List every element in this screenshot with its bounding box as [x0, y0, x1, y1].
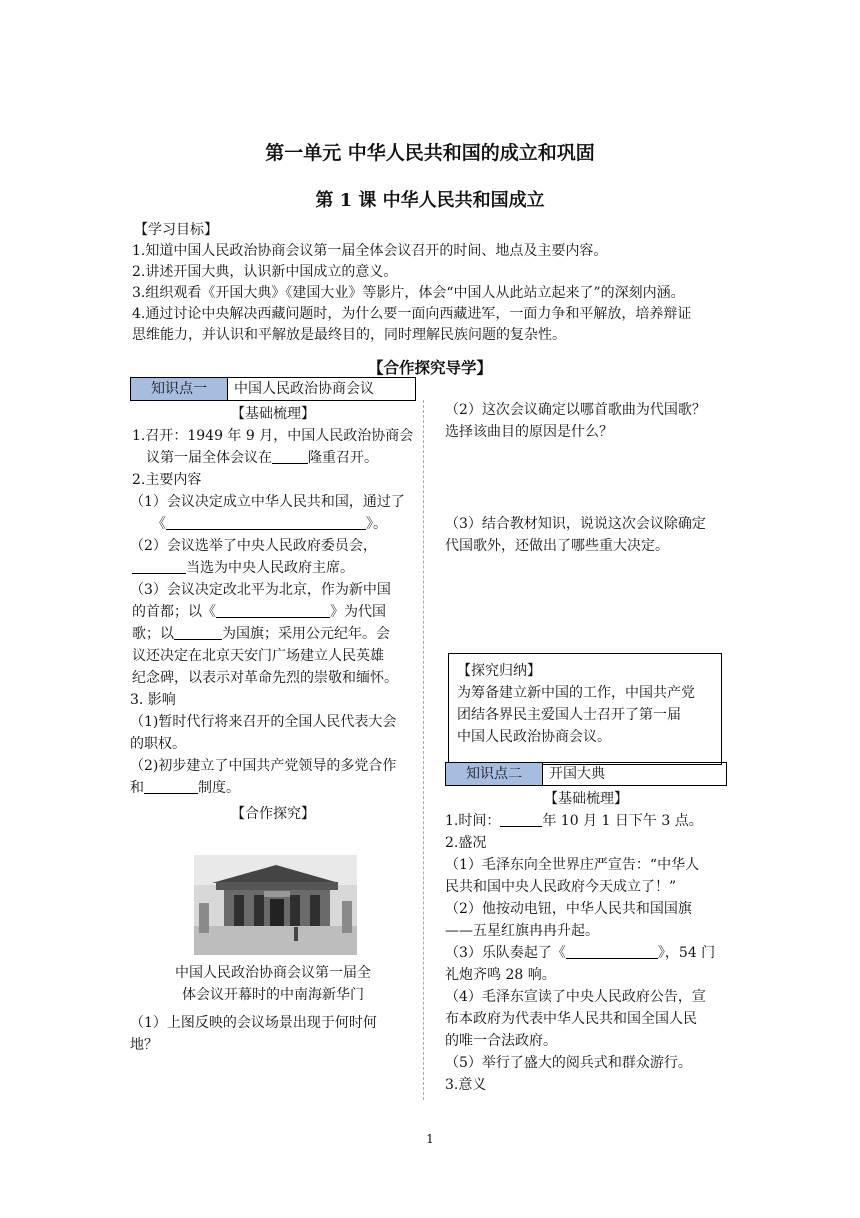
photo-caption: 中国人民政治协商会议第一届全	[175, 965, 371, 981]
text-line: （1）毛泽东向全世界庄严宣告：“中华人	[445, 857, 700, 873]
text: 1.时间：	[445, 813, 501, 829]
right-column-q3	[445, 513, 730, 557]
question-1: （1）上图反映的会议场景出现于何时何	[130, 1015, 377, 1031]
text: 和	[130, 780, 144, 796]
question-3-cont: 代国歌外，还做出了哪些重大决定。	[445, 538, 669, 554]
xinhuamen-photo	[194, 855, 357, 955]
text-line: （5）举行了盛大的阅兵式和群众游行。	[445, 1055, 692, 1071]
fill-blank[interactable]	[566, 943, 658, 959]
text-line: 的职权。	[130, 736, 186, 752]
text-line: （2)初步建立了中国共产党领导的多党合作	[130, 758, 397, 774]
text-line: 3. 影响	[130, 692, 176, 708]
text: 》。	[366, 516, 387, 532]
text-line: 纪念碑，以表示对革命先烈的崇敬和缅怀。	[132, 670, 398, 686]
text-line: 2.主要内容	[132, 472, 202, 488]
kp-label: 知识点二	[446, 763, 543, 785]
knowledge-point-2	[445, 762, 727, 786]
text-line	[152, 513, 416, 535]
text: 》，54 门	[657, 945, 716, 961]
text-line: （4）毛泽东宣读了中央人民政府公告，宣	[445, 989, 706, 1005]
kp-value: 开国大典	[549, 766, 605, 782]
text-line: （2）他按动电钮，中华人民共和国国旗	[445, 901, 692, 917]
fill-blank[interactable]	[174, 624, 222, 640]
text-line: 礼炮齐鸣 28 响。	[445, 967, 556, 983]
text-line: 的唯一合法政府。	[445, 1033, 557, 1049]
text-line	[132, 623, 416, 645]
text-line: 1.召开：1949 年 9 月，中国人民政治协商会	[132, 428, 414, 444]
summary-title: 【探究归纳】	[457, 663, 541, 679]
objective-item: 2.讲述开国大典，认识新中国成立的意义。	[132, 264, 398, 280]
fill-blank[interactable]	[144, 778, 198, 794]
text-line	[132, 557, 416, 579]
text-line: 3.意义	[445, 1077, 487, 1093]
fill-blank[interactable]	[166, 514, 366, 530]
summary-line: 中国人民政治协商会议。	[457, 729, 611, 745]
question-2-cont: 选择该曲目的原因是什么？	[445, 424, 613, 440]
text: （3）乐队奏起了《	[445, 945, 566, 961]
photo-illustration	[194, 855, 357, 955]
text-line	[445, 942, 727, 964]
question-3: （3）结合教材知识，说说这次会议除确定	[445, 516, 706, 532]
objectives-heading: 【学习目标】	[134, 222, 218, 238]
text: 为国旗；采用公元纪年。会	[222, 626, 390, 642]
fill-blank[interactable]	[132, 558, 186, 574]
text-line	[130, 777, 416, 799]
text-line	[445, 810, 727, 832]
text-line: ——五星红旗冉冉升起。	[445, 923, 599, 939]
text-line: 布本政府为代表中华人民共和国全国人民	[445, 1011, 697, 1027]
text-line: 议还决定在北京天安门广场建立人民英雄	[132, 648, 384, 664]
text: 当选为中央人民政府主席。	[186, 560, 354, 576]
text: 的首都；以《	[132, 604, 216, 620]
objectives	[132, 220, 737, 346]
fill-blank[interactable]	[500, 811, 542, 827]
objective-item: 思维能力，并认识和平解放是最终目的，同时理解民族问题的复杂性。	[132, 327, 566, 343]
summary-box	[448, 653, 722, 765]
kp-label: 知识点一	[131, 378, 228, 400]
column-divider	[423, 400, 424, 1100]
text-line: （1）会议决定成立中华人民共和国，通过了	[130, 494, 405, 510]
section-heading: 【合作探究导学】	[367, 358, 492, 377]
text-line: 民共和国中央人民政府今天成立了！”	[445, 879, 677, 895]
photo-caption: 体会议开幕时的中南海新华门	[182, 987, 364, 1003]
kp-value: 中国人民政治协商会议	[234, 381, 374, 397]
lesson-title: 第 1 课 中华人民共和国成立	[315, 190, 545, 211]
objective-item: 3.组织观看《开国大典》《建国大业》等影片，体会“中国人从此站立起来了”的深刻内涵。	[132, 285, 685, 301]
question-2: （2）这次会议确定以哪首歌曲为代国歌？	[445, 402, 706, 418]
basics-heading: 【基础梳理】	[231, 406, 315, 422]
basics-heading: 【基础梳理】	[544, 791, 628, 807]
question-1-cont: 地？	[130, 1037, 158, 1053]
text-line	[146, 447, 416, 469]
text-line: 2.盛况	[445, 835, 487, 851]
objective-item: 4.通过讨论中央解决西藏问题时，为什么要一面向西藏进军，一面力争和平解放，培养辩证	[132, 306, 692, 322]
right-column-kp2	[445, 762, 727, 1096]
text-line: （3）会议决定改北平为北京，作为新中国	[130, 582, 391, 598]
knowledge-point-1	[130, 377, 416, 401]
text: 年 10 月 1 日下午 3 点。	[542, 813, 703, 829]
text: 》为代国	[330, 604, 386, 620]
summary-line: 团结各界民主爱国人士召开了第一届	[457, 707, 681, 723]
text: 议第一届全体会议在	[146, 450, 272, 466]
summary-line: 为筹备建立新中国的工作，中国共产党	[457, 685, 695, 701]
text: 隆重召开。	[308, 450, 378, 466]
text-line: （1)暂时代行将来召开的全国人民代表大会	[130, 714, 397, 730]
fill-blank[interactable]	[216, 602, 330, 618]
left-column-bottom	[130, 962, 416, 1056]
text: 制度。	[198, 780, 240, 796]
text: 《	[152, 516, 166, 532]
text-line: （2）会议选举了中央人民政府委员会，	[130, 538, 377, 554]
page-number: 1	[426, 1132, 434, 1146]
right-column-top	[445, 399, 730, 443]
inquiry-heading: 【合作探究】	[231, 806, 315, 822]
unit-title: 第一单元 中华人民共和国的成立和巩固	[265, 142, 595, 164]
text-line	[132, 601, 416, 623]
left-column	[130, 377, 416, 825]
text: 歌；以	[132, 626, 174, 642]
objective-item: 1.知道中国人民政治协商会议第一届全体会议召开的时间、地点及主要内容。	[132, 243, 608, 259]
fill-blank[interactable]	[272, 448, 308, 464]
